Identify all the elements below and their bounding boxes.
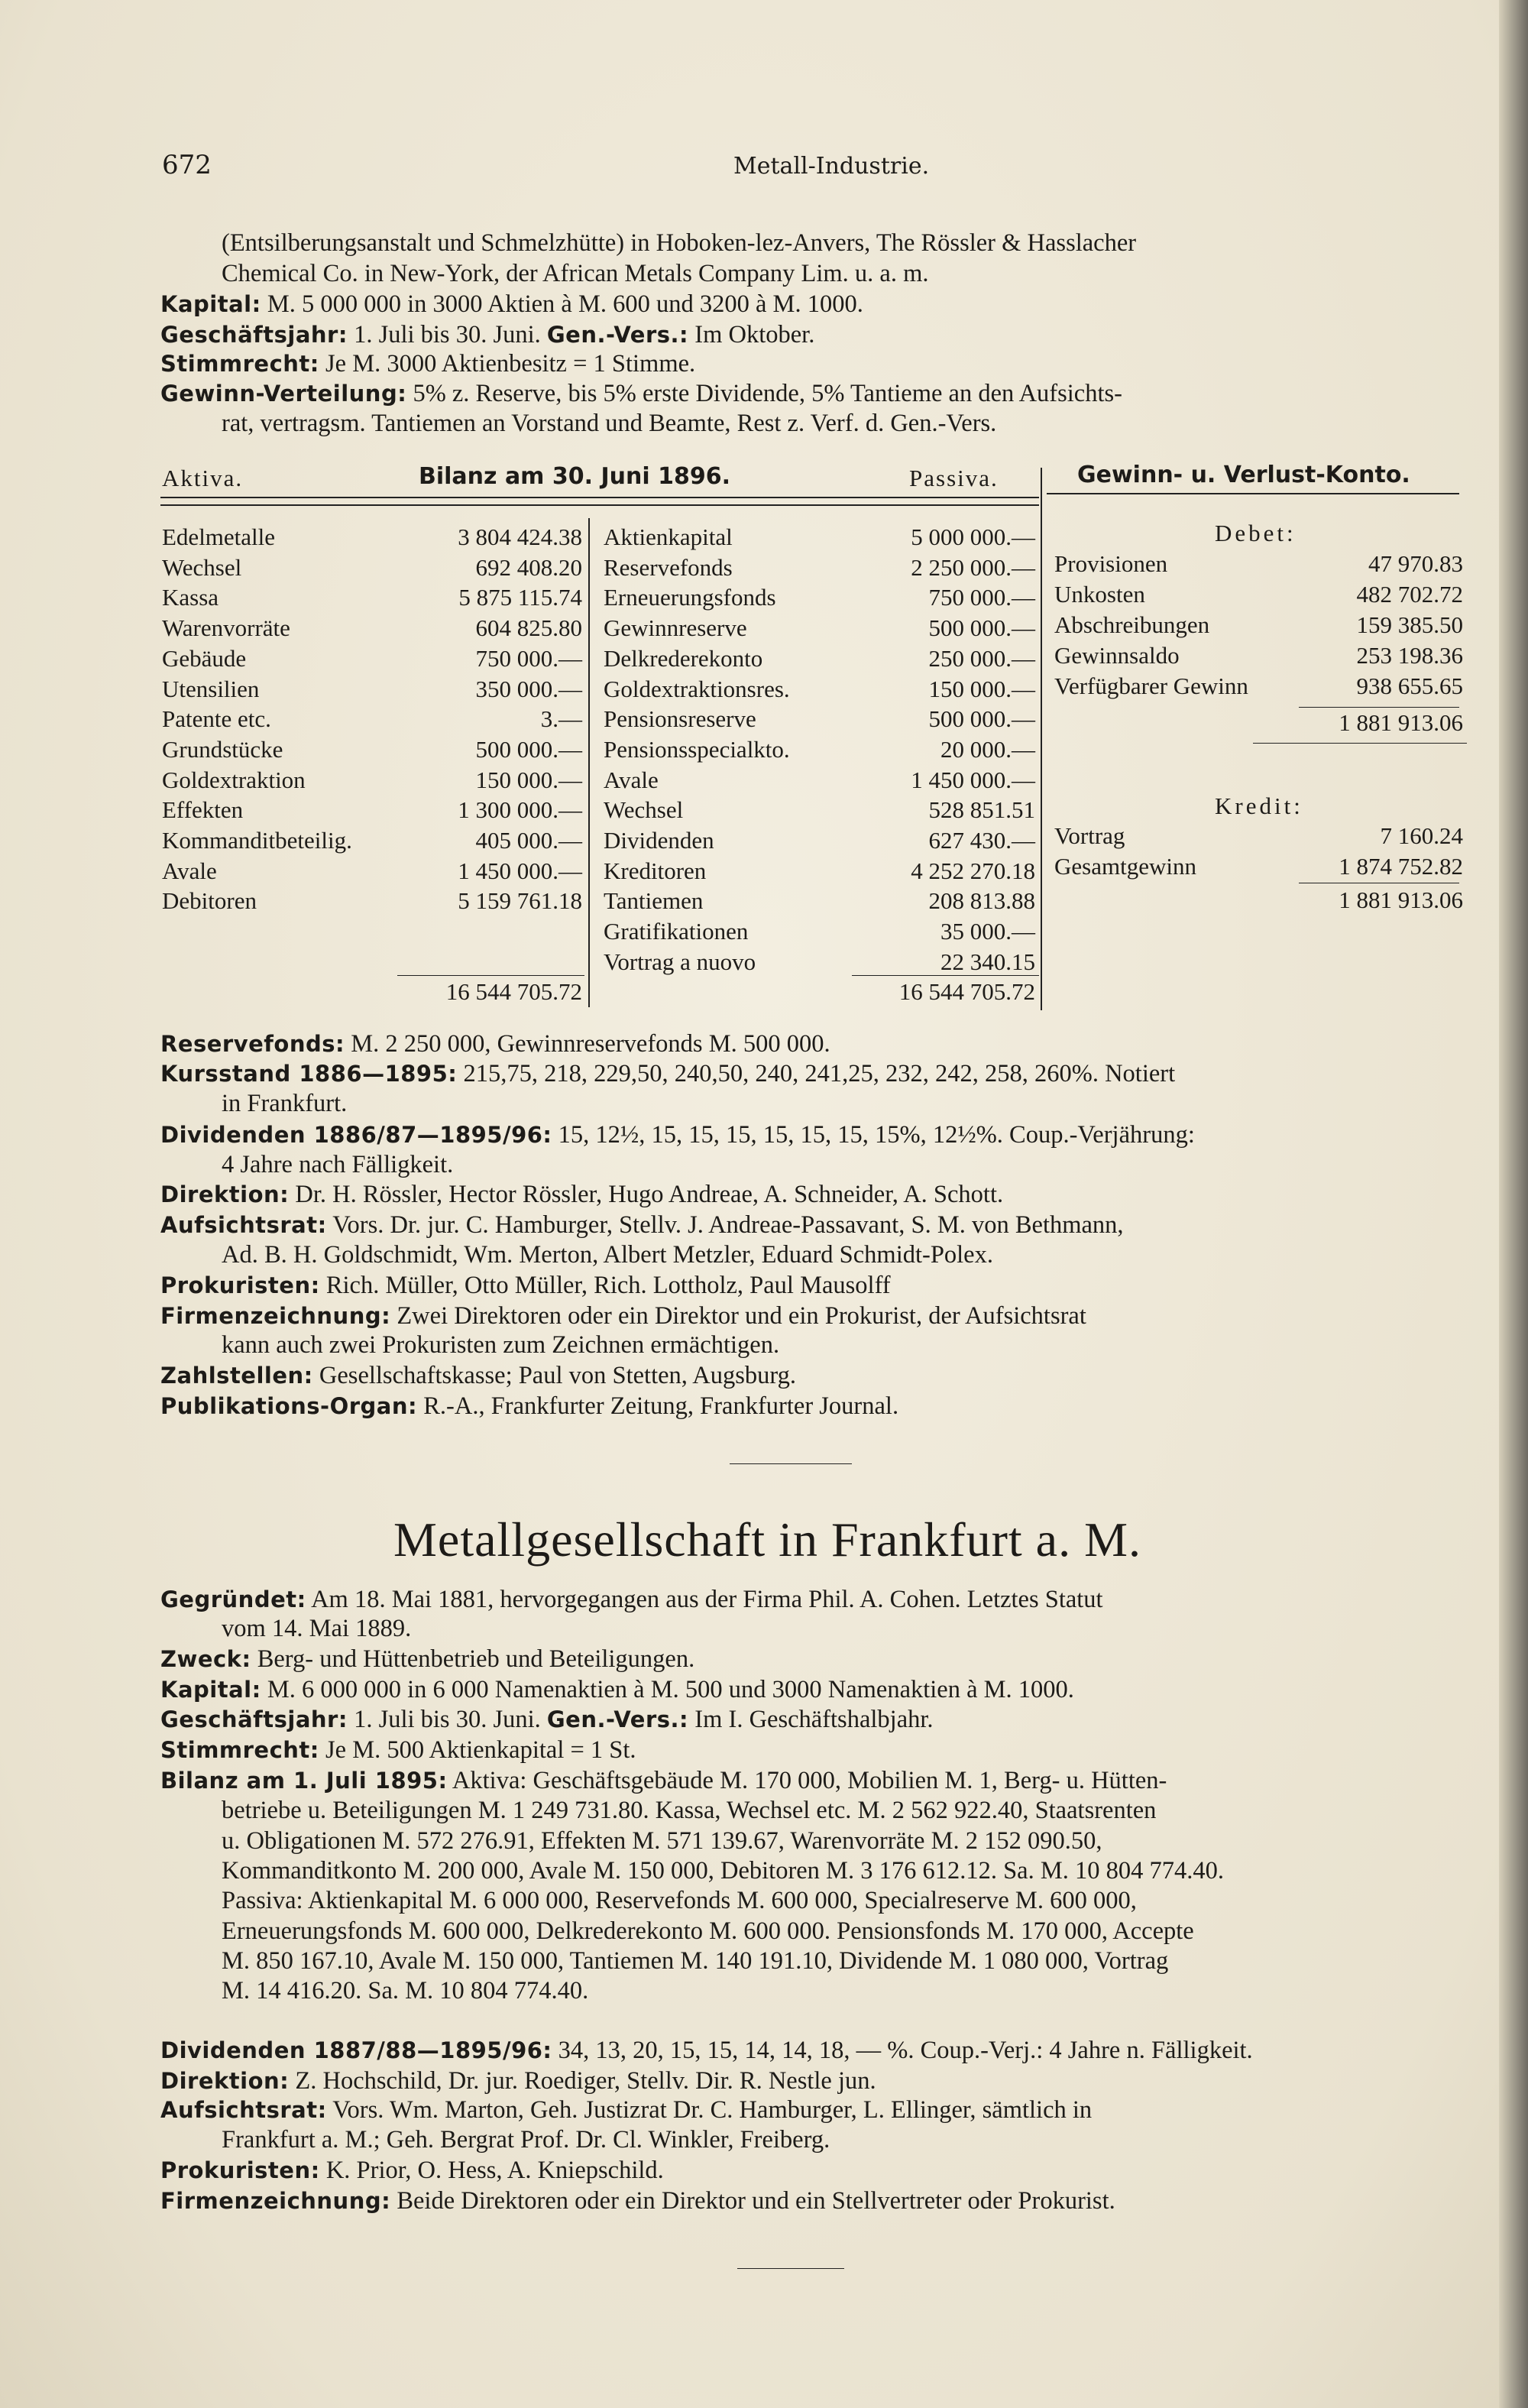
reservefonds-label: Reservefonds: xyxy=(160,1031,345,1057)
kapital-text: M. 5 000 000 in 3000 Aktien à M. 600 und 3200 à M. 1000. xyxy=(267,290,863,318)
firmenzeichnung2-entry xyxy=(160,2187,1115,2215)
gv-title: Gewinn- u. Verlust-Konto. xyxy=(1077,462,1410,488)
dividenden-text: 15, 12½, 15, 15, 15, 15, 15, 15, 15%, 12½%. Coup.-Verjährung: xyxy=(558,1121,1195,1149)
debet-row-name: Gewinnsaldo xyxy=(1054,642,1180,669)
zweck-text: Berg- und Hüttenbetrieb und Beteiligungen. xyxy=(257,1645,695,1673)
firmenzeichnung-text-2: kann auch zwei Prokuristen zum Zeichnen ermächtigen. xyxy=(222,1331,780,1359)
gegruendet-text: Am 18. Mai 1881, hervorgegangen aus der Firma Phil. A. Cohen. Letztes Statut xyxy=(311,1586,1103,1613)
dividenden-label: Dividenden 1886/87—1895/96: xyxy=(160,1122,552,1148)
passiva-row-name: Reservefonds xyxy=(604,553,733,581)
debet-row-name: Abschreibungen xyxy=(1054,611,1210,638)
passiva-row-value: 4 252 270.18 xyxy=(911,857,1035,884)
kursstand-text-2: in Frankfurt. xyxy=(222,1090,348,1117)
passiva-row-name: Avale xyxy=(604,766,659,793)
passiva-row-name: Pensionsspecialkto. xyxy=(604,735,790,763)
bilanz2-line: u. Obligationen M. 572 276.91, Effekten M. 571 139.67, Warenvorräte M. 2 152 090.50, xyxy=(222,1826,1102,1855)
debet-row-name: Provisionen xyxy=(1054,550,1168,577)
passiva-row-value: 150 000.— xyxy=(928,675,1035,702)
geschaeftsjahr2-label: Geschäftsjahr: xyxy=(160,1706,348,1732)
aktiva-row-value: 3.— xyxy=(540,705,582,733)
stimmrecht-entry xyxy=(160,350,695,378)
passiva-row-value: 1 450 000.— xyxy=(911,766,1035,793)
passiva-row-value: 500 000.— xyxy=(928,705,1035,733)
aktiva-row-value: 3 804 424.38 xyxy=(458,523,582,550)
passiva-row-value: 20 000.— xyxy=(940,735,1035,763)
stimmrecht2-label: Stimmrecht: xyxy=(160,1737,319,1763)
bilanz2-line: Passiva: Aktienkapital M. 6 000 000, Reservefonds M. 600 000, Specialreserve M. 600 000, xyxy=(222,1887,1137,1915)
direktion-label: Direktion: xyxy=(160,1181,290,1207)
zweck-label: Zweck: xyxy=(160,1646,251,1672)
prokuristen2-entry xyxy=(160,2157,664,2185)
passiva-row-value: 22 340.15 xyxy=(940,948,1035,975)
aufsichtsrat2-label: Aufsichtsrat: xyxy=(160,2097,327,2123)
aktiva-row-value: 150 000.— xyxy=(475,766,582,793)
passiva-row-value: 208 813.88 xyxy=(928,887,1035,915)
kredit-row-name: Gesamtgewinn xyxy=(1054,853,1196,880)
genvers-text: Im Oktober. xyxy=(694,321,815,348)
debet-row-name: Unkosten xyxy=(1054,581,1145,608)
stimmrecht-label: Stimmrecht: xyxy=(160,351,319,377)
kredit-label: Kredit: xyxy=(1215,792,1303,819)
kursstand-entry xyxy=(160,1060,1175,1088)
gewinn-entry xyxy=(160,380,1122,408)
gv-divider xyxy=(1041,468,1042,1010)
publikation-entry xyxy=(160,1392,898,1421)
debet-total-rule xyxy=(1299,707,1459,708)
end-divider xyxy=(737,2268,844,2269)
stimmrecht2-text: Je M. 500 Aktienkapital = 1 St. xyxy=(325,1736,636,1764)
aktiva-row-name: Edelmetalle xyxy=(162,523,276,550)
passiva-row-name: Erneuerungsfonds xyxy=(604,584,776,611)
dividenden2-label: Dividenden 1887/88—1895/96: xyxy=(160,2037,552,2063)
geschaeftsjahr-text: 1. Juli bis 30. Juni. xyxy=(354,321,541,348)
geschaeftsjahr2-entry xyxy=(160,1706,934,1734)
passiva-row-name: Tantiemen xyxy=(604,887,704,915)
aufsichtsrat-text-2: Ad. B. H. Goldschmidt, Wm. Merton, Albert Metzler, Eduard Schmidt-Polex. xyxy=(222,1241,993,1269)
passiva-row-value: 35 000.— xyxy=(940,918,1035,945)
aktiva-row-name: Wechsel xyxy=(162,553,242,581)
passiva-row-name: Kreditoren xyxy=(604,857,707,884)
aktiva-row-value: 1 300 000.— xyxy=(458,796,582,824)
debet-row-value: 47 970.83 xyxy=(1368,550,1463,577)
stimmrecht2-entry xyxy=(160,1736,636,1765)
bilanz2-line: M. 14 416.20. Sa. M. 10 804 774.40. xyxy=(222,1977,589,2005)
aufsichtsrat2-text: Vors. Wm. Marton, Geh. Justizrat Dr. C. Hamburger, L. Ellinger, sämtlich in xyxy=(332,2096,1093,2124)
kapital-label: Kapital: xyxy=(160,291,261,317)
gewinn-label: Gewinn-Verteilung: xyxy=(160,381,407,407)
reservefonds-text: M. 2 250 000, Gewinnreservefonds M. 500 000. xyxy=(351,1030,830,1058)
dividenden2-text: 34, 13, 20, 15, 15, 14, 14, 18, — %. Coup.-Verj.: 4 Jahre n. Fälligkeit. xyxy=(558,2037,1253,2064)
kredit-row-value: 7 160.24 xyxy=(1380,822,1463,849)
aufsichtsrat2-entry xyxy=(160,2096,1092,2124)
geschaeftsjahr2-text: 1. Juli bis 30. Juni. xyxy=(354,1706,541,1733)
direktion-text: Dr. H. Rössler, Hector Rössler, Hugo Andreae, A. Schneider, A. Schott. xyxy=(295,1181,1004,1208)
passiva-row-name: Goldextraktionsres. xyxy=(604,675,790,702)
bilanz2-label: Bilanz am 1. Juli 1895: xyxy=(160,1768,448,1794)
passiva-row-value: 500 000.— xyxy=(928,614,1035,642)
passiva-row-value: 528 851.51 xyxy=(928,796,1035,824)
zahlstellen-text: Gesellschaftskasse; Paul von Stetten, Augsburg. xyxy=(319,1362,796,1389)
kapital2-text: M. 6 000 000 in 6 000 Namenaktien à M. 500 und 3000 Namenaktien à M. 1000. xyxy=(267,1676,1074,1703)
kapital2-entry xyxy=(160,1676,1074,1704)
aktiva-row-name: Gebäude xyxy=(162,644,247,672)
passiva-row-name: Wechsel xyxy=(604,796,684,824)
running-title: Metall-Industrie. xyxy=(733,153,930,180)
bilanz2-line: Kommanditkonto M. 200 000, Avale M. 150 000, Debitoren M. 3 176 612.12. Sa. M. 10 804 774.40. xyxy=(222,1856,1224,1885)
aktiva-row-value: 1 450 000.— xyxy=(458,857,582,884)
bilanz-top-rule xyxy=(160,497,1039,498)
dividenden-text-2: 4 Jahre nach Fälligkeit. xyxy=(222,1151,454,1178)
gewinn-text-2: rat, vertragsm. Tantiemen an Vorstand und Beamte, Rest z. Verf. d. Gen.-Vers. xyxy=(222,410,997,437)
passiva-row-value: 250 000.— xyxy=(928,644,1035,672)
passiva-row-name: Aktienkapital xyxy=(604,523,733,550)
direktion-entry xyxy=(160,1181,1003,1209)
aktiva-row-value: 5 875 115.74 xyxy=(458,584,582,611)
bilanz2-entry xyxy=(160,1767,1167,1795)
debet-row-value: 482 702.72 xyxy=(1356,581,1463,608)
passiva-label: Passiva. xyxy=(909,465,999,491)
bilanz2-line: M. 850 167.10, Avale M. 150 000, Tantiemen M. 140 191.10, Dividende M. 1 080 000, Vortrag xyxy=(222,1946,1169,1975)
aktiva-total-rule xyxy=(397,975,584,976)
bilanz2-line: Erneuerungsfonds M. 600 000, Delkrederekonto M. 600 000. Pensionsfonds M. 170 000, Accepte xyxy=(222,1917,1194,1945)
prokuristen2-label: Prokuristen: xyxy=(160,2157,320,2183)
gegruendet-text-2: vom 14. Mai 1889. xyxy=(222,1615,412,1642)
aktiva-row-name: Utensilien xyxy=(162,675,260,702)
page-edge-shadow xyxy=(1499,0,1528,2408)
aktiva-row-value: 405 000.— xyxy=(475,827,582,854)
aktiva-row-value: 692 408.20 xyxy=(475,553,582,581)
company2-title: Metallgesellschaft in Frankfurt a. M. xyxy=(393,1512,1141,1567)
bilanz2-line-1: Aktiva: Geschäftsgebäude M. 170 000, Mobilien M. 1, Berg- u. Hütten- xyxy=(452,1767,1167,1794)
passiva-row-name: Dividenden xyxy=(604,827,714,854)
aktiva-row-value: 5 159 761.18 xyxy=(458,887,582,915)
geschaeftsjahr-label: Geschäftsjahr: xyxy=(160,322,348,348)
debet-row-value: 253 198.36 xyxy=(1356,642,1463,669)
bilanz-title: Bilanz am 30. Juni 1896. xyxy=(419,463,730,490)
stimmrecht-text: Je M. 3000 Aktienbesitz = 1 Stimme. xyxy=(325,350,696,378)
bilanz2-line: betriebe u. Beteiligungen M. 1 249 731.80. Kassa, Wechsel etc. M. 2 562 922.40, Staatsrenten xyxy=(222,1797,1157,1825)
debet-row-name: Verfügbarer Gewinn xyxy=(1054,672,1248,699)
debet-row-value: 938 655.65 xyxy=(1356,672,1463,699)
dividenden2-entry xyxy=(160,2037,1253,2065)
debet-row-value: 159 385.50 xyxy=(1356,611,1463,638)
kredit-row-value: 1 874 752.82 xyxy=(1339,853,1463,880)
gegruendet-entry xyxy=(160,1586,1103,1614)
aktiva-row-name: Kommanditbeteilig. xyxy=(162,827,352,854)
passiva-row-name: Gewinnreserve xyxy=(604,614,747,642)
kursstand-text: 215,75, 218, 229,50, 240,50, 240, 241,25, 232, 242, 258, 260%. Notiert xyxy=(463,1060,1176,1087)
dividenden-entry xyxy=(160,1121,1195,1149)
section-divider xyxy=(730,1463,852,1464)
aktiva-row-value: 350 000.— xyxy=(475,675,582,702)
genvers2-text: Im I. Geschäftshalbjahr. xyxy=(694,1706,934,1733)
debet-label: Debet: xyxy=(1215,520,1297,546)
passiva-row-name: Pensionsreserve xyxy=(604,705,756,733)
page-number: 672 xyxy=(162,150,212,180)
debet-total: 1 881 913.06 xyxy=(1339,709,1463,736)
aufsichtsrat-label: Aufsichtsrat: xyxy=(160,1212,327,1238)
genvers2-label: Gen.-Vers.: xyxy=(546,1706,689,1732)
prokuristen-entry xyxy=(160,1272,891,1300)
gv-top-rule xyxy=(1047,493,1459,494)
bilanz-top-rule-2 xyxy=(160,504,1039,506)
publikation-text: R.-A., Frankfurter Zeitung, Frankfurter Journal. xyxy=(423,1392,899,1420)
aktiva-row-name: Goldextraktion xyxy=(162,766,306,793)
aktiva-total: 16 544 705.72 xyxy=(445,978,582,1005)
aktiva-row-name: Avale xyxy=(162,857,217,884)
kapital2-label: Kapital: xyxy=(160,1677,261,1703)
direktion2-text: Z. Hochschild, Dr. jur. Roediger, Stellv. Dir. R. Nestle jun. xyxy=(295,2067,876,2095)
kursstand-label: Kursstand 1886—1895: xyxy=(160,1061,458,1087)
aktiva-row-value: 750 000.— xyxy=(475,644,582,672)
aktiva-row-value: 500 000.— xyxy=(475,735,582,763)
prokuristen-text: Rich. Müller, Otto Müller, Rich. Lottholz, Paul Mausolff xyxy=(325,1272,891,1299)
aufsichtsrat2-text-2: Frankfurt a. M.; Geh. Bergrat Prof. Dr. Cl. Winkler, Freiberg. xyxy=(222,2126,830,2154)
kapital-entry xyxy=(160,290,863,319)
firmenzeichnung2-label: Firmenzeichnung: xyxy=(160,2188,391,2214)
firmenzeichnung-text: Zwei Direktoren oder ein Direktor und ein Prokurist, der Aufsichtsrat xyxy=(397,1302,1086,1330)
aktiva-row-name: Patente etc. xyxy=(162,705,271,733)
zahlstellen-label: Zahlstellen: xyxy=(160,1363,313,1389)
aktiva-row-value: 604 825.80 xyxy=(475,614,582,642)
debet-under-rule xyxy=(1253,743,1467,744)
passiva-row-value: 2 250 000.— xyxy=(911,553,1035,581)
passiva-total: 16 544 705.72 xyxy=(898,978,1035,1005)
aufsichtsrat-entry xyxy=(160,1211,1124,1240)
aktiva-row-name: Debitoren xyxy=(162,887,257,915)
passiva-row-name: Gratifikationen xyxy=(604,918,749,945)
direktion2-label: Direktion: xyxy=(160,2068,290,2094)
kredit-row-name: Vortrag xyxy=(1054,822,1125,849)
publikation-label: Publikations-Organ: xyxy=(160,1393,418,1419)
aktiva-row-name: Kassa xyxy=(162,584,219,611)
gewinn-text: 5% z. Reserve, bis 5% erste Dividende, 5% Tantieme an den Aufsichts- xyxy=(413,380,1122,407)
aktiva-divider xyxy=(588,518,590,1007)
passiva-row-value: 5 000 000.— xyxy=(911,523,1035,550)
intro-line-2: Chemical Co. in New-York, der African Metals Company Lim. u. a. m. xyxy=(222,260,929,287)
prokuristen2-text: K. Prior, O. Hess, A. Kniepschild. xyxy=(325,2157,664,2184)
kredit-total: 1 881 913.06 xyxy=(1339,886,1463,913)
aktiva-row-name: Effekten xyxy=(162,796,244,824)
passiva-row-value: 627 430.— xyxy=(928,827,1035,854)
prokuristen-label: Prokuristen: xyxy=(160,1272,320,1298)
aufsichtsrat-text: Vors. Dr. jur. C. Hamburger, Stellv. J. Andreae-Passavant, S. M. von Bethmann, xyxy=(332,1211,1124,1239)
gegruendet-label: Gegründet: xyxy=(160,1586,306,1612)
direktion2-entry xyxy=(160,2067,876,2095)
aktiva-row-name: Grundstücke xyxy=(162,735,283,763)
zweck-entry xyxy=(160,1645,694,1674)
firmenzeichnung-label: Firmenzeichnung: xyxy=(160,1303,391,1329)
passiva-row-name: Delkrederekonto xyxy=(604,644,763,672)
aktiva-row-name: Warenvorräte xyxy=(162,614,290,642)
firmenzeichnung2-text: Beide Direktoren oder ein Direktor und ein Stellvertreter oder Prokurist. xyxy=(397,2187,1115,2215)
passiva-row-value: 750 000.— xyxy=(928,584,1035,611)
firmenzeichnung-entry xyxy=(160,1302,1086,1330)
genvers-label: Gen.-Vers.: xyxy=(546,322,689,348)
intro-line-1: (Entsilberungsanstalt und Schmelzhütte) in Hoboken-lez-Anvers, The Rössler & Hasslacher xyxy=(222,229,1137,257)
geschaeftsjahr-entry xyxy=(160,321,814,349)
reservefonds-entry xyxy=(160,1030,830,1058)
zahlstellen-entry xyxy=(160,1362,796,1390)
aktiva-label: Aktiva. xyxy=(162,465,244,491)
passiva-row-name: Vortrag a nuovo xyxy=(604,948,756,975)
